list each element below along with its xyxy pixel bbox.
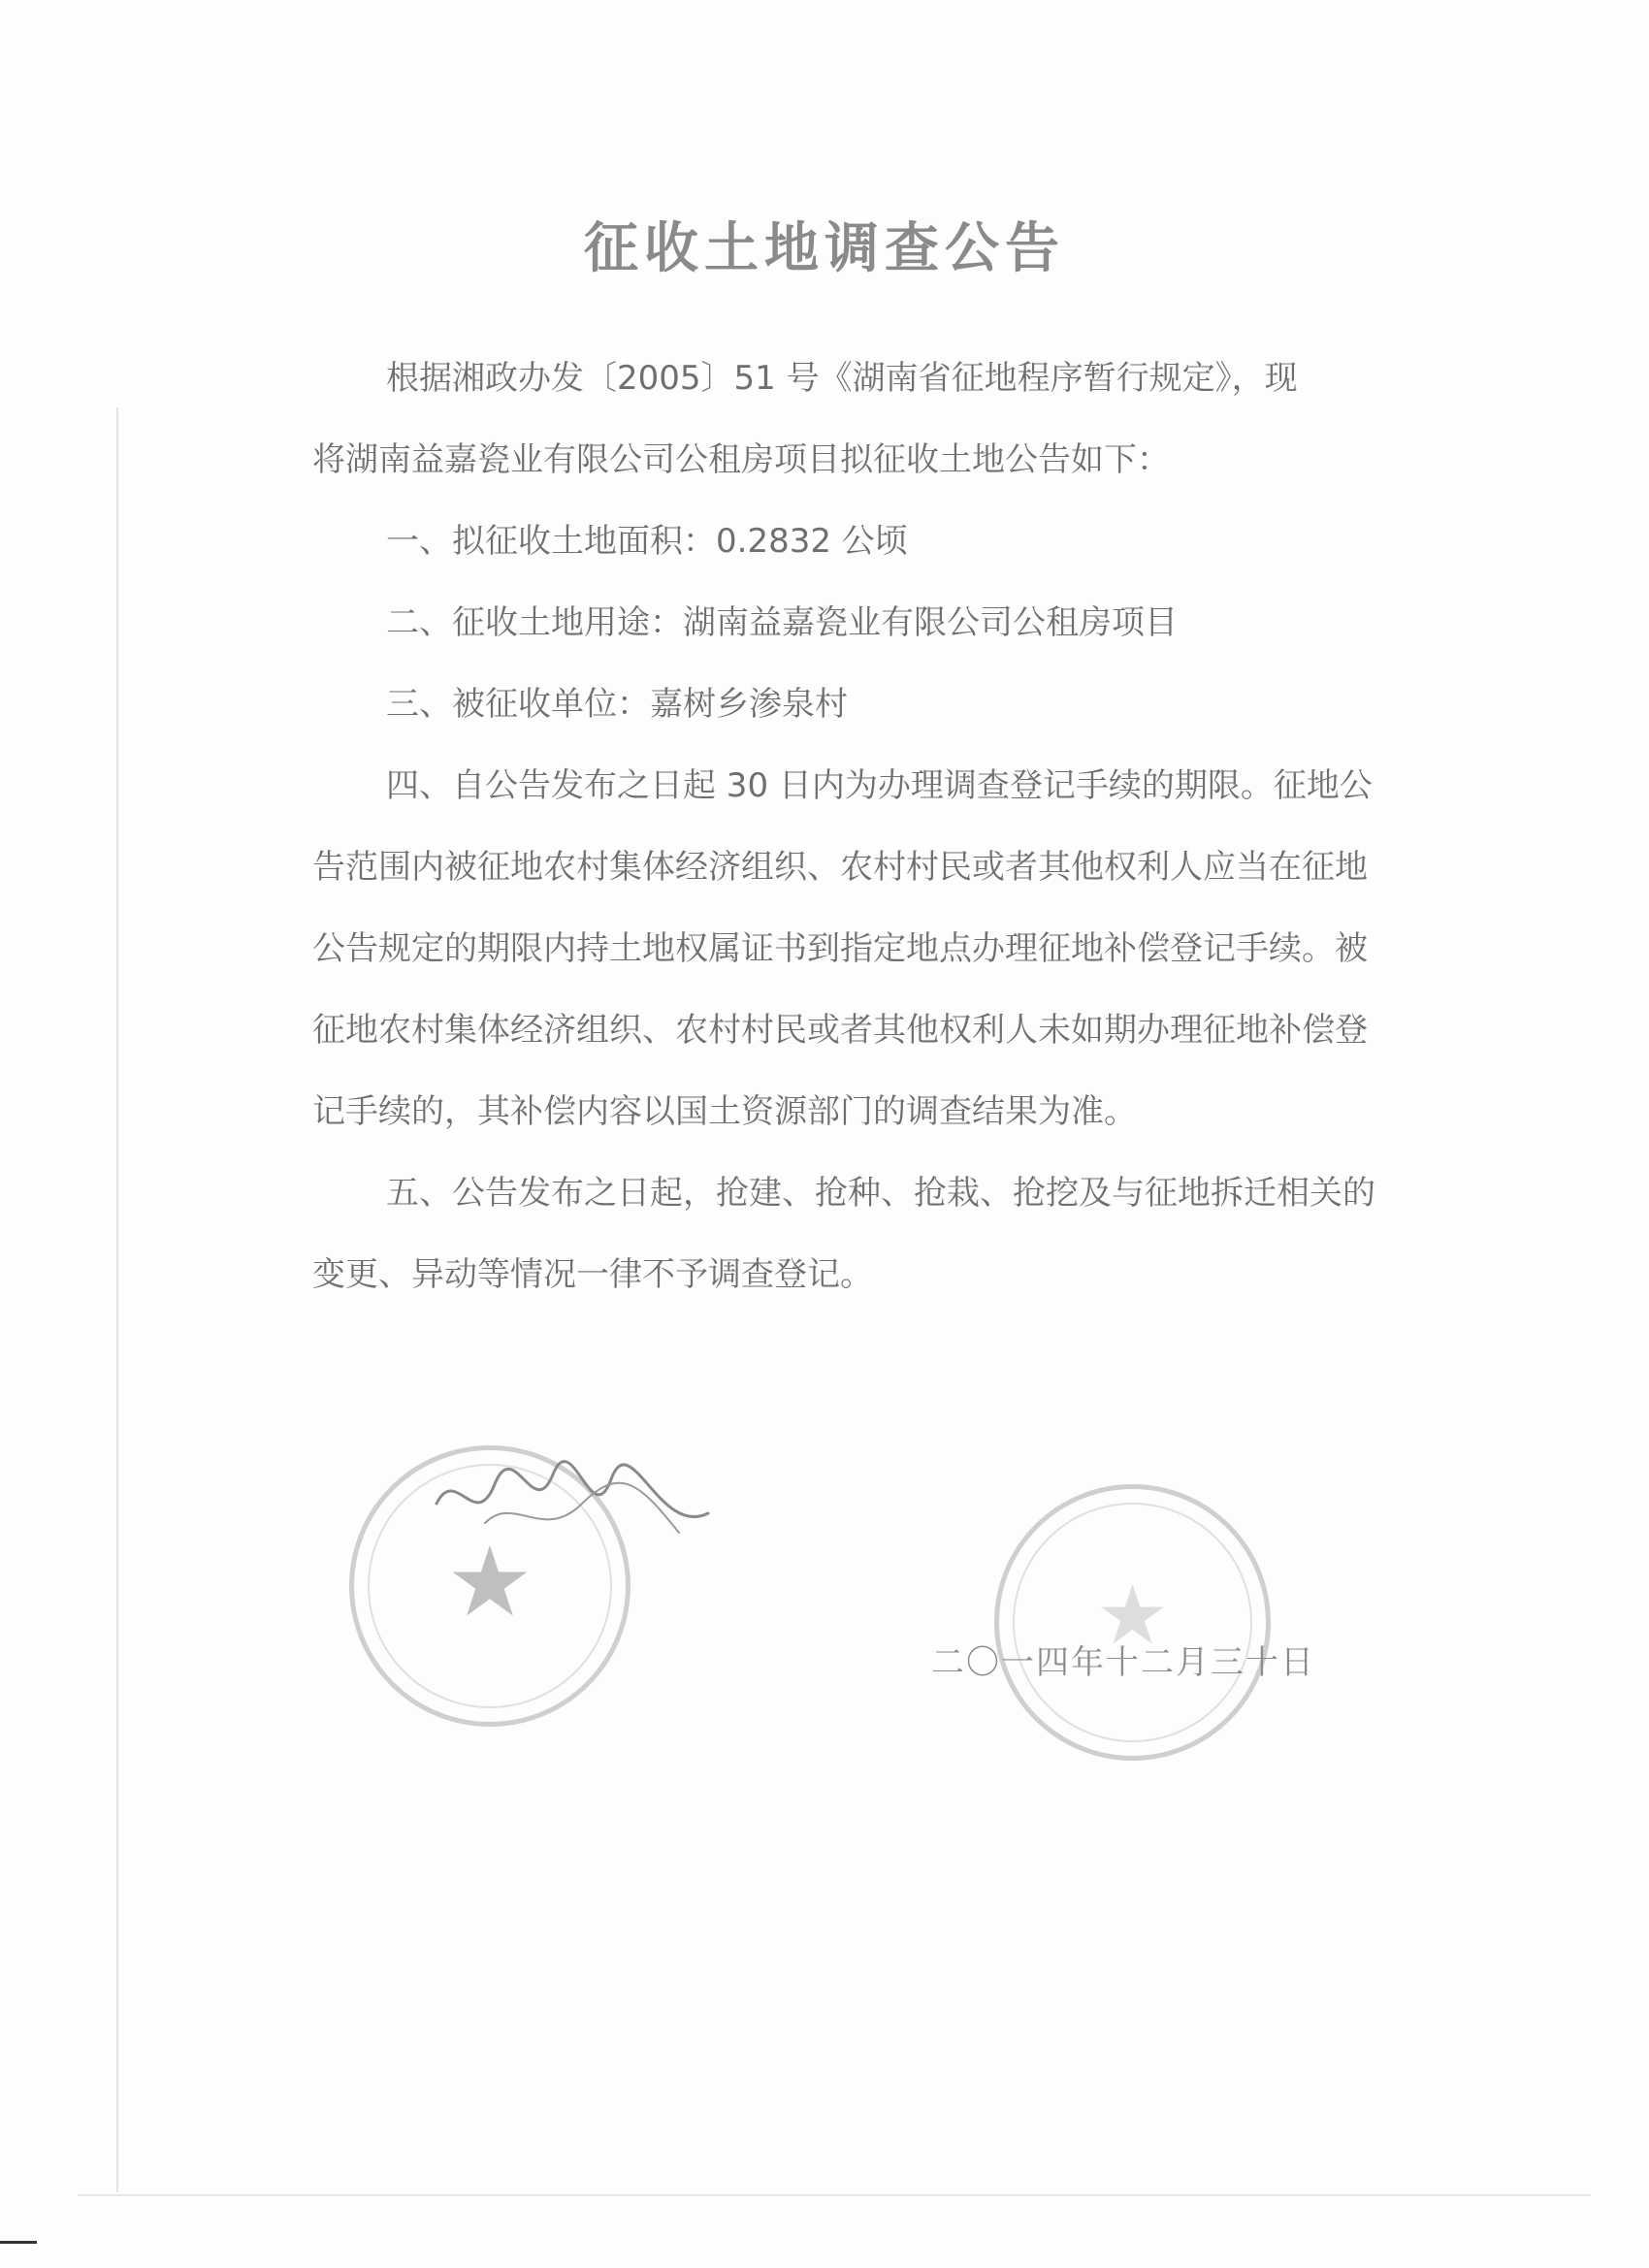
intro-line-1: 根据湘政办发〔2005〕51 号《湖南省征地程序暂行规定》，现 xyxy=(386,359,1298,398)
item-3: 三、被征收单位：嘉树乡渗泉村 xyxy=(386,685,848,724)
star-seal-icon: ★ xyxy=(446,1525,534,1638)
scan-edge-line-bottom xyxy=(78,2194,1591,2196)
scan-edge-line xyxy=(116,407,118,2192)
document-date: 二〇一四年十二月三十日 xyxy=(931,1643,1315,1682)
land-bureau-seal xyxy=(994,1484,1271,1761)
item-5: 五、公告发布之日起，抢建、抢种、抢栽、抢挖及与征地拆迁相关的变更、异动等情况一律不予调查登记。 xyxy=(312,1174,1375,1294)
intro-line-2: 将湖南益嘉瓷业有限公司公租房项目拟征收土地公告如下： xyxy=(312,440,1170,479)
round-seal-icon: ★ xyxy=(1095,1568,1170,1663)
item-1: 一、拟征收土地面积：0.2832 公顷 xyxy=(386,522,908,561)
item-4: 四、自公告发布之日起 30 日内为办理调查登记手续的期限。征地公告范围内被征地农村集体经济组织、农村村民或者其他权利人应当在征地公告规定的期限内持土地权属证书到指定地点办理征地补偿登记手续。被征地农村集体经济组织、农村村民或者其他权利人未如期办理征地补偿登记手续的，其补偿内容以国土资源部门的调查结果为准。 xyxy=(312,766,1373,1131)
document-body xyxy=(312,338,1389,1315)
document-title: 征收土地调查公告 xyxy=(584,217,1065,280)
item-2: 二、征收土地用途：湖南益嘉瓷业有限公司公租房项目 xyxy=(386,603,1178,642)
handwritten-signature xyxy=(427,1445,718,1552)
scan-corner-mark xyxy=(0,2241,37,2244)
